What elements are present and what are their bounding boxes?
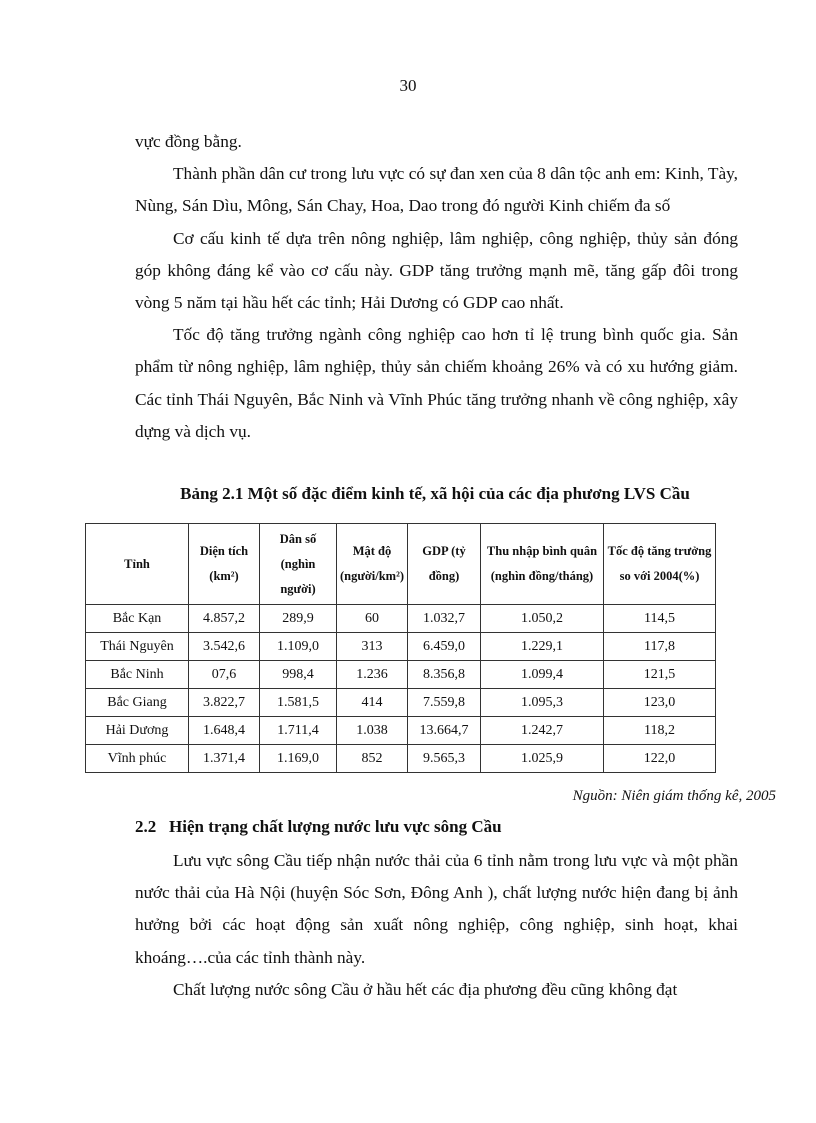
table-row: [86, 689, 716, 717]
section-number: 2.2: [135, 817, 157, 836]
table-cell: Bắc Giang: [86, 689, 189, 717]
table-header-cell: Diện tích (km²): [189, 524, 260, 605]
table-header-cell: GDP (tỷ đồng): [408, 524, 481, 605]
table-cell: 121,5: [604, 661, 716, 689]
table-header-row: [86, 524, 716, 605]
table-row: [86, 633, 716, 661]
table-body: [86, 605, 716, 773]
table-cell: 1.025,9: [481, 745, 604, 773]
paragraph: Chất lượng nước sông Cầu ở hầu hết các địa phương đều cũng không đạt: [173, 979, 678, 999]
table-cell: Hải Dương: [86, 717, 189, 745]
paragraph: Cơ cấu kinh tế dựa trên nông nghiệp, lâm nghiệp, công nghiệp, thủy sản đóng góp không đáng kể vào cơ cấu này. GDP tăng trưởng mạnh mẽ, tăng gấp đôi trong vòng 5 năm tại hầu hết các tỉnh; Hải Dương có GDP cao nhất.: [135, 228, 738, 313]
table-header-cell: Mật độ (người/km²): [337, 524, 408, 605]
economic-table: [85, 523, 716, 773]
table-cell: 1.050,2: [481, 605, 604, 633]
table-cell: 1.229,1: [481, 633, 604, 661]
table-cell: Bắc Ninh: [86, 661, 189, 689]
table-cell: 1.099,4: [481, 661, 604, 689]
table-cell: Bắc Kạn: [86, 605, 189, 633]
section-title: Hiện trạng chất lượng nước lưu vực sông Cầu: [169, 817, 502, 836]
table-row: [86, 605, 716, 633]
body-text-bottom: [135, 845, 738, 1006]
table-cell: Thái Nguyên: [86, 633, 189, 661]
paragraph: Thành phần dân cư trong lưu vực có sự đan xen của 8 dân tộc anh em: Kinh, Tày, Nùng, Sán Dìu, Mông, Sán Chay, Hoa, Dao trong đó người Kinh chiếm đa số: [135, 164, 738, 216]
table-cell: 998,4: [260, 661, 337, 689]
table-header-cell: Thu nhập bình quân (nghìn đồng/tháng): [481, 524, 604, 605]
table-cell: 1.581,5: [260, 689, 337, 717]
table-cell: 1.371,4: [189, 745, 260, 773]
table-row: [86, 745, 716, 773]
table-cell: 1.109,0: [260, 633, 337, 661]
source-note: Nguồn: Niên giám thống kê, 2005: [572, 788, 776, 804]
table-cell: 1.648,4: [189, 717, 260, 745]
page-number: 30: [399, 76, 417, 95]
table-cell: 4.857,2: [189, 605, 260, 633]
table-cell: 3.542,6: [189, 633, 260, 661]
table-row: [86, 717, 716, 745]
table-row: [86, 661, 716, 689]
table-cell: 114,5: [604, 605, 716, 633]
table-cell: 118,2: [604, 717, 716, 745]
table-cell: 9.565,3: [408, 745, 481, 773]
table-cell: 1.038: [337, 717, 408, 745]
table-cell: 8.356,8: [408, 661, 481, 689]
table-cell: 13.664,7: [408, 717, 481, 745]
table-cell: 60: [337, 605, 408, 633]
table-header-cell: Tốc độ tăng trưởng so với 2004(%): [604, 524, 716, 605]
table-cell: 123,0: [604, 689, 716, 717]
body-text-top: [135, 126, 738, 448]
table-cell: 1.095,3: [481, 689, 604, 717]
table-cell: 1.032,7: [408, 605, 481, 633]
paragraph: Tốc độ tăng trưởng ngành công nghiệp cao hơn tỉ lệ trung bình quốc gia. Sản phẩm từ nông nghiệp, lâm nghiệp, thủy sản chiếm khoảng 26% và có xu hướng giảm. Các tỉnh Thái Nguyên, Bắc Ninh và Vĩnh Phúc tăng trưởng nhanh về công nghiệp, xây dựng và dịch vụ.: [135, 325, 738, 441]
table-cell: 122,0: [604, 745, 716, 773]
table-cell: 117,8: [604, 633, 716, 661]
table-cell: 414: [337, 689, 408, 717]
table-cell: 7.559,8: [408, 689, 481, 717]
table-cell: 6.459,0: [408, 633, 481, 661]
table-cell: 07,6: [189, 661, 260, 689]
section-heading: [135, 817, 502, 837]
table-cell: Vĩnh phúc: [86, 745, 189, 773]
table-header-cell: Tỉnh: [86, 524, 189, 605]
table-cell: 1.169,0: [260, 745, 337, 773]
paragraph: vực đồng bằng.: [135, 132, 242, 151]
paragraph: Lưu vực sông Cầu tiếp nhận nước thải của 6 tỉnh nằm trong lưu vực và một phần nước thải của Hà Nội (huyện Sóc Sơn, Đông Anh ), chất lượng nước hiện đang bị ảnh hưởng bởi các hoạt động sản xuất nông nghiệp, công nghiệp, sinh hoạt, khai khoáng….của các tỉnh thành này.: [135, 851, 738, 967]
table-cell: 1.242,7: [481, 717, 604, 745]
table-cell: 1.711,4: [260, 717, 337, 745]
table-cell: 852: [337, 745, 408, 773]
table-header-cell: Dân số (nghìn người): [260, 524, 337, 605]
table-caption: Bảng 2.1 Một số đặc điểm kinh tế, xã hội của các địa phương LVS Cầu: [180, 484, 690, 503]
table-cell: 313: [337, 633, 408, 661]
table-cell: 3.822,7: [189, 689, 260, 717]
table-cell: 1.236: [337, 661, 408, 689]
table-cell: 289,9: [260, 605, 337, 633]
